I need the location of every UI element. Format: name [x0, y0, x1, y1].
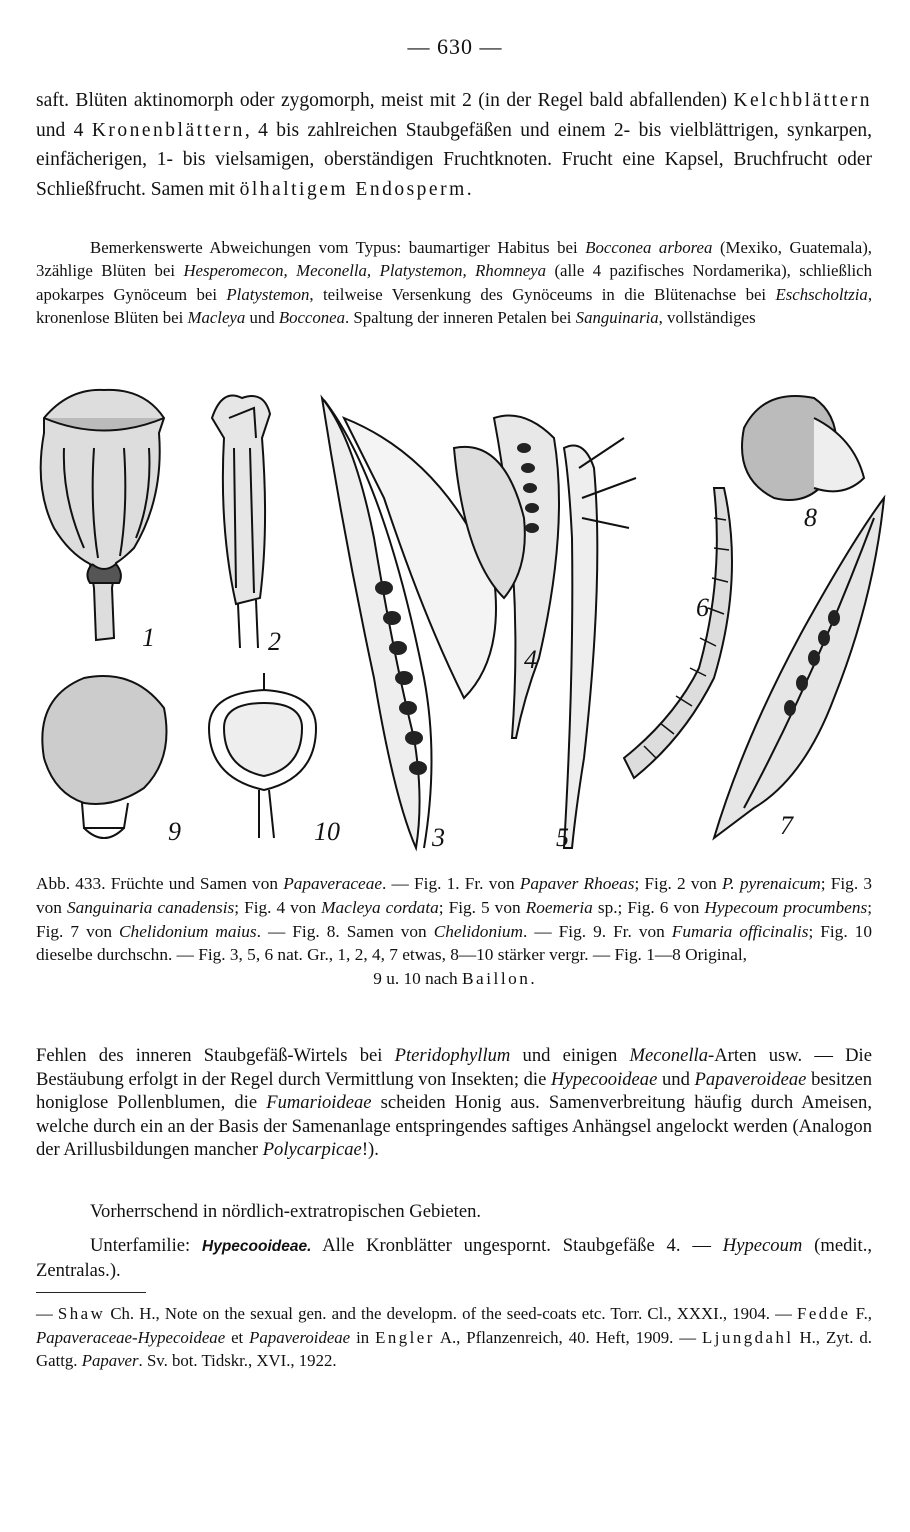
fig-label-5: 5 [556, 823, 569, 852]
paragraph-family-description: saft. Blüten aktinomorph oder zygomorph, meist mit 2 (in der Regel bald abfallenden) Kelchblättern und 4 Kronenblättern, 4 bis zahlreichen Staubgefäßen und einem 2- bis vielblättrigen, synkarpen, einfächerigen, 1- bis vielsamigen, oberständigen Fruchtknoten. Frucht eine Kapsel, Bruchfrucht oder Schließfrucht. Samen mit ölhaltigem Endosperm. [36, 90, 872, 200]
fig-label-2: 2 [268, 627, 281, 656]
fig-label-8: 8 [804, 503, 817, 532]
fig7-split-pod-illustration [714, 498, 884, 838]
fig-label-6: 6 [696, 593, 709, 622]
fig8-seed-illustration [742, 396, 864, 500]
literature-references: — Shaw Ch. H., Note on the sexual gen. and the developm. of the seed-coats etc. Torr. Cl., XXXI., 1904. — Fedde F., Papaveraceae-Hypecoideae et Papaveroideae in Engler A., Pflanzenreich, 40. Heft, 1909. — Ljungdahl H., Zyt. d. Gattg. Papaver. Sv. bot. Tidskr., XVI., 1922. [36, 1304, 872, 1370]
paragraph-subfamily: Unterfamilie: Hypecooideae. Alle Kronblätter ungespornt. Staubgefäße 4. — Hypecoum (medit., Zentralas.). [36, 1235, 872, 1281]
paragraph-distribution: Vorherrschend in nördlich-extratropischen Gebieten. [90, 1201, 482, 1222]
fig6-segmented-pod-illustration [624, 488, 732, 778]
fig5-thin-pod-illustration [564, 438, 636, 848]
fig-label-10: 10 [314, 817, 340, 846]
paragraph-pollination: Fehlen des inneren Staubgefäß-Wirtels bei Pteridophyllum und einigen Meconella-Arten usw. — Die Bestäubung erfolgt in der Regel durch Vermittlung von Insekten; die Hypecooideae und Papaveroideae besitzen honiglose Pollenblumen, die Fumarioideae scheiden Honig aus. Samenverbreitung häufig durch Ameisen, welche durch ein an der Basis der Samenanlage entspringendes saftiges Anhängsel angelockt werden (Analogon der Arillusbildungen mancher Polycarpicae!). [36, 1045, 872, 1161]
fig-label-9: 9 [168, 817, 181, 846]
fig1-poppy-capsule-illustration [41, 390, 164, 640]
footnote-divider [36, 1292, 146, 1293]
fig9-round-fruit-illustration [42, 676, 166, 838]
page-number: — 630 — [407, 34, 503, 59]
fig-label-4: 4 [524, 645, 537, 674]
fig10-section-illustration [209, 673, 316, 838]
fig2-capsule-illustration [212, 396, 270, 649]
fig-label-1: 1 [142, 623, 155, 652]
fig-label-3: 3 [432, 823, 445, 852]
figure-caption: Abb. 433. Früchte und Samen von Papaveraceae. — Fig. 1. Fr. von Papaver Rhoeas; Fig. 2 von P. pyrenaicum; Fig. 3 von Sanguinaria canadensis; Fig. 4 von Macleya cordata; Fig. 5 von Roemeria sp.; Fig. 6 von Hypecoum procumbens; Fig. 7 von Chelidonium maius. — Fig. 8. Samen von Chelidonium. — Fig. 9. Fr. von Fumaria officinalis; Fig. 10 dieselbe durchschn. — Fig. 3, 5, 6 nat. Gr., 1, 2, 4, 7 etwas, 8—10 stärker vergr. — Fig. 1—8 Original, 9 u. 10 nach Baillon. [36, 874, 872, 989]
fig-label-7: 7 [780, 811, 793, 840]
figure-fruits-and-seeds [24, 378, 892, 866]
paragraph-deviations: Bemerkenswerte Abweichungen vom Typus: baumartiger Habitus bei Bocconea arborea (Mexiko, Guatemala), 3zählige Blüten bei Hesperomecon, Meconella, Platystemon, Rhomneya (alle 4 pazifisches Nordamerika), schließlich apokarpes Gynöceum bei Platystemon, teilweise Versenkung des Gynöceums in die Blütenachse bei Eschscholtzia, kronenlose Blüten bei Macleya und Bocconea. Spaltung der inneren Petalen bei Sanguinaria, vollständiges [36, 238, 873, 327]
